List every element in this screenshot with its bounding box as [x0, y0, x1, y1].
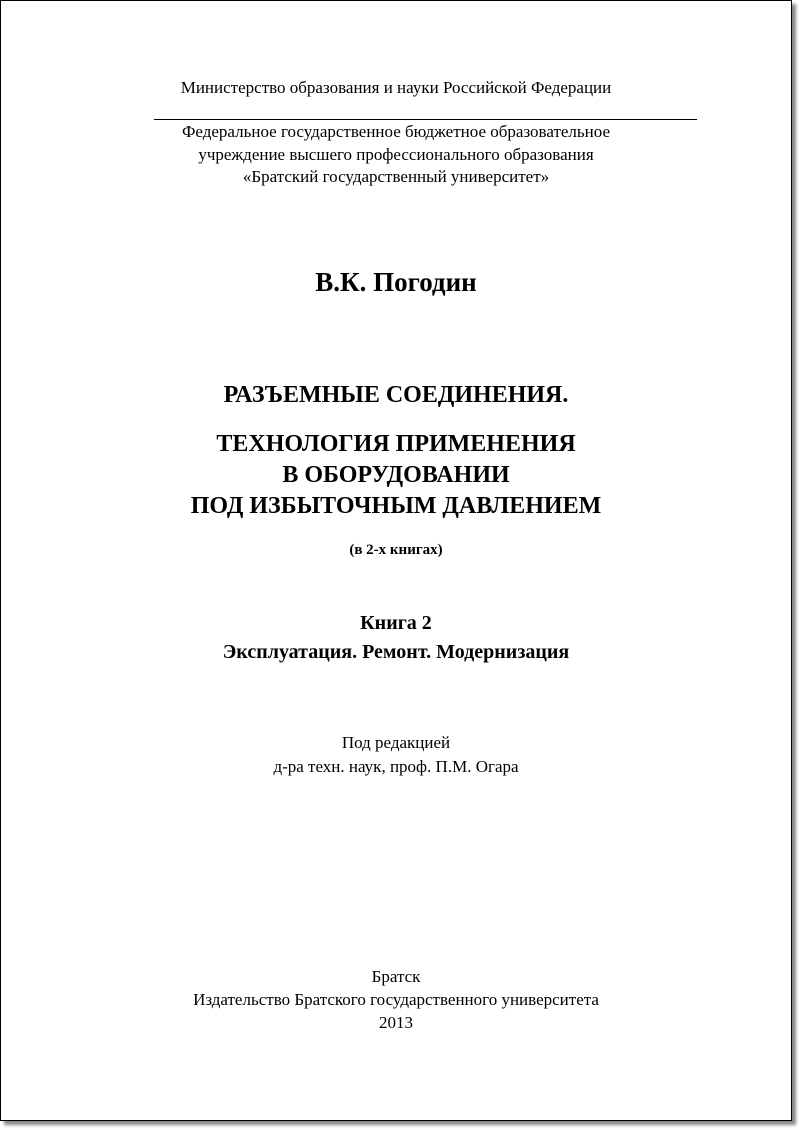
- institution-line-3: «Братский государственный университет»: [242, 167, 550, 186]
- book-subtitle: Эксплуатация. Ремонт. Модернизация: [222, 641, 570, 663]
- author-name: В.К. Погодин: [315, 267, 477, 297]
- volumes-note: (в 2-х книгах): [349, 542, 443, 558]
- book-title-line-1: РАЗЪЕМНЫЕ СОЕДИНЕНИЯ.: [223, 382, 569, 408]
- publisher-city: Братск: [371, 967, 421, 986]
- editor-label: Под редакцией: [341, 733, 451, 752]
- publication-year: 2013: [379, 1013, 413, 1032]
- book-title-line-2: ТЕХНОЛОГИЯ ПРИМЕНЕНИЯ: [216, 431, 576, 457]
- publisher-name: Издательство Братского государственного университета: [193, 990, 599, 1009]
- book-title-line-4: ПОД ИЗБЫТОЧНЫМ ДАВЛЕНИЕМ: [190, 493, 602, 519]
- book-title-line-3: В ОБОРУДОВАНИИ: [282, 462, 510, 488]
- editor-name: д-ра техн. наук, проф. П.М. Огара: [273, 757, 519, 776]
- institution-line-1: Федеральное государственное бюджетное образовательное: [181, 122, 611, 141]
- institution-line-2: учреждение высшего профессионального образования: [198, 145, 594, 164]
- ministry-name: Министерство образования и науки Российской Федерации: [180, 78, 612, 97]
- book-number: Книга 2: [360, 612, 432, 634]
